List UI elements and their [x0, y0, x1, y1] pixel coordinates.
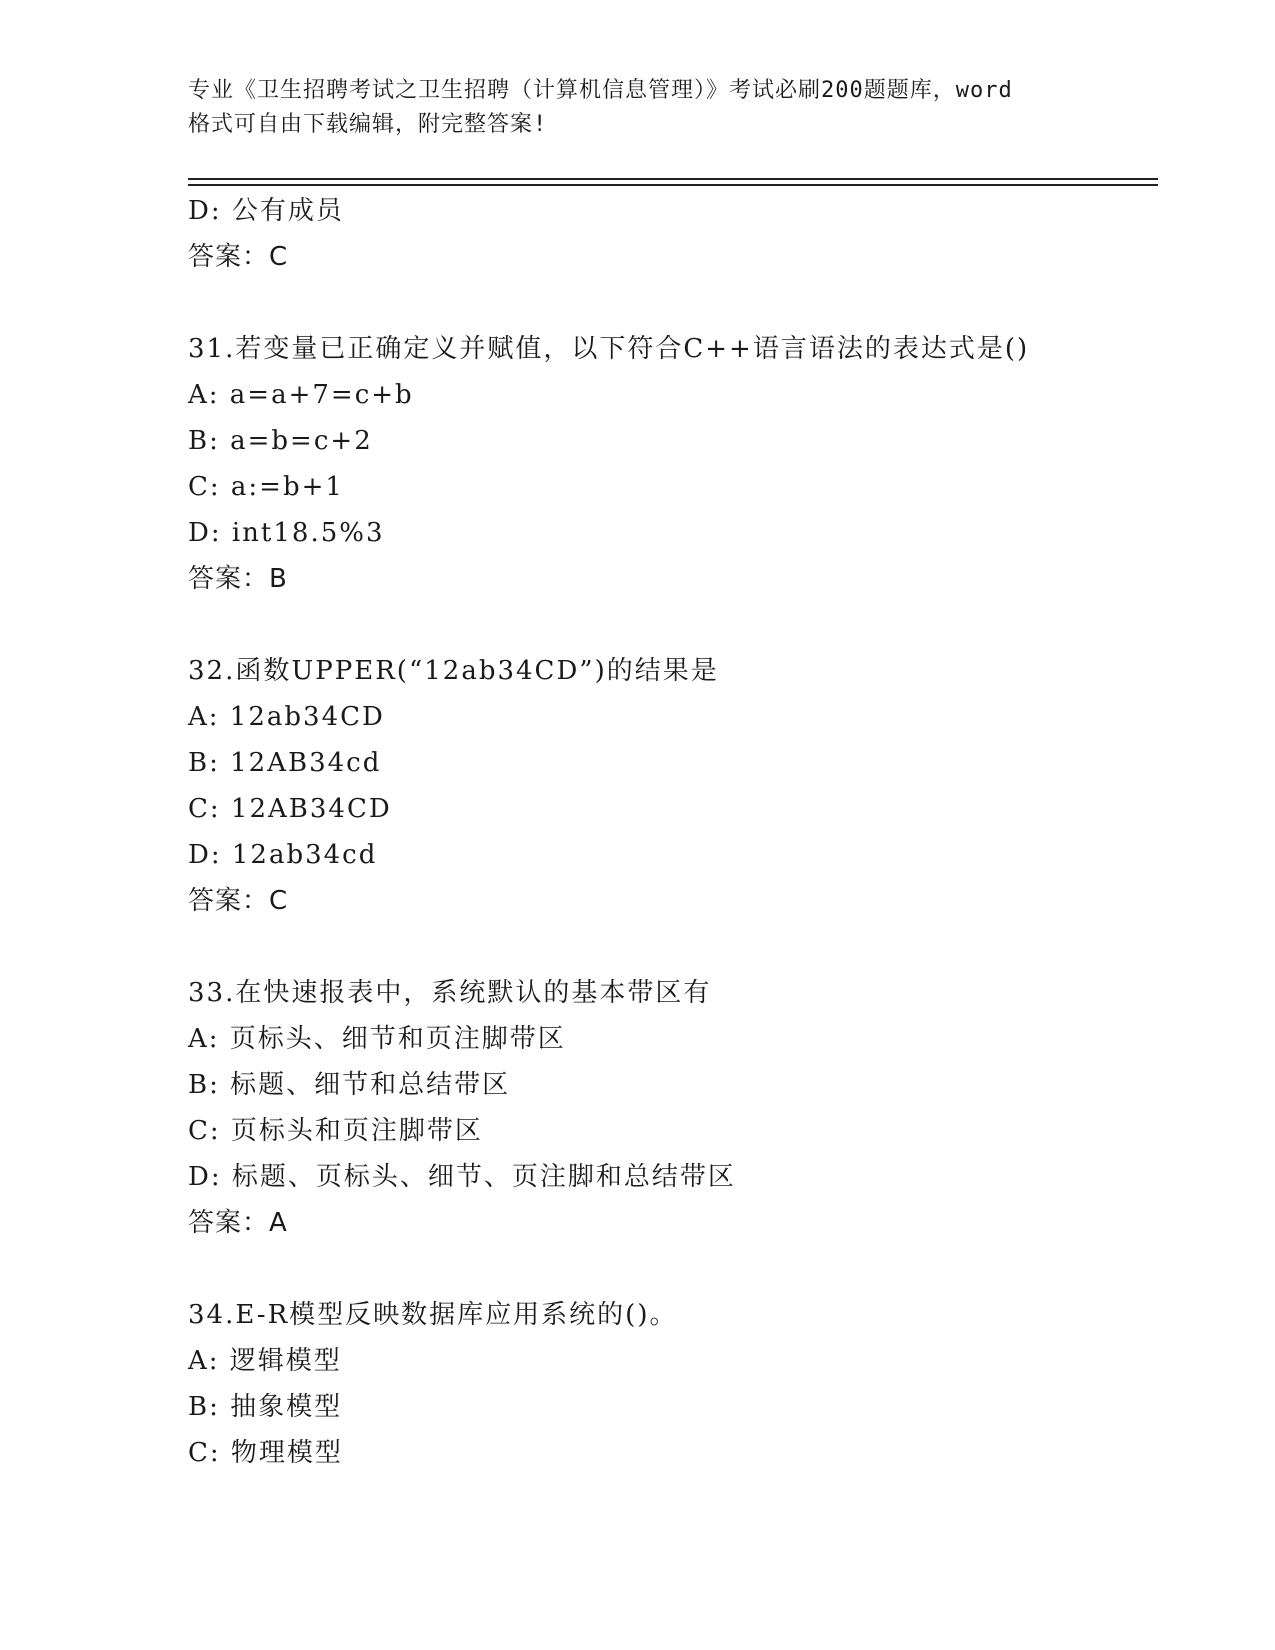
- option-c: C: 物理模型: [188, 1438, 343, 1468]
- option-b: B: 抽象模型: [188, 1392, 343, 1422]
- header-divider-top: [188, 178, 1158, 180]
- question-33: 33.在快速报表中，系统默认的基本带区有: [188, 978, 712, 1008]
- answer: 答案：B: [188, 564, 288, 594]
- answer: 答案：A: [188, 1208, 288, 1238]
- question-34: 34.E-R模型反映数据库应用系统的()。: [188, 1300, 678, 1330]
- option-c: C: a:=b+1: [188, 472, 344, 502]
- option-b: B: a=b=c+2: [188, 426, 373, 456]
- option-a: A: a=a+7=c+b: [188, 380, 414, 410]
- option-d: D: 公有成员: [188, 196, 344, 226]
- option-d: D: int18.5%3: [188, 518, 385, 548]
- option-b: B: 标题、细节和总结带区: [188, 1070, 511, 1100]
- header-line-1: 专业《卫生招聘考试之卫生招聘（计算机信息管理）》考试必刷200题题库，word: [188, 78, 1013, 103]
- question-32: 32.函数UPPER(“12ab34CD”)的结果是: [188, 656, 719, 686]
- option-a: A: 逻辑模型: [188, 1346, 342, 1376]
- answer: 答案：C: [188, 242, 289, 272]
- option-a: A: 12ab34CD: [188, 702, 385, 732]
- option-d: D: 标题、页标头、细节、页注脚和总结带区: [188, 1162, 736, 1192]
- option-c: C: 页标头和页注脚带区: [188, 1116, 483, 1146]
- answer: 答案：C: [188, 886, 289, 916]
- option-c: C: 12AB34CD: [188, 794, 392, 824]
- option-a: A: 页标头、细节和页注脚带区: [188, 1024, 566, 1054]
- option-b: B: 12AB34cd: [188, 748, 382, 778]
- document-header: [188, 74, 1108, 142]
- option-d: D: 12ab34cd: [188, 840, 378, 870]
- header-divider-bottom: [188, 184, 1158, 186]
- question-content: [188, 188, 1168, 1476]
- question-31: 31.若变量已正确定义并赋值，以下符合C++语言语法的表达式是(): [188, 334, 1030, 364]
- header-line-2: 格式可自由下载编辑，附完整答案!: [188, 112, 548, 137]
